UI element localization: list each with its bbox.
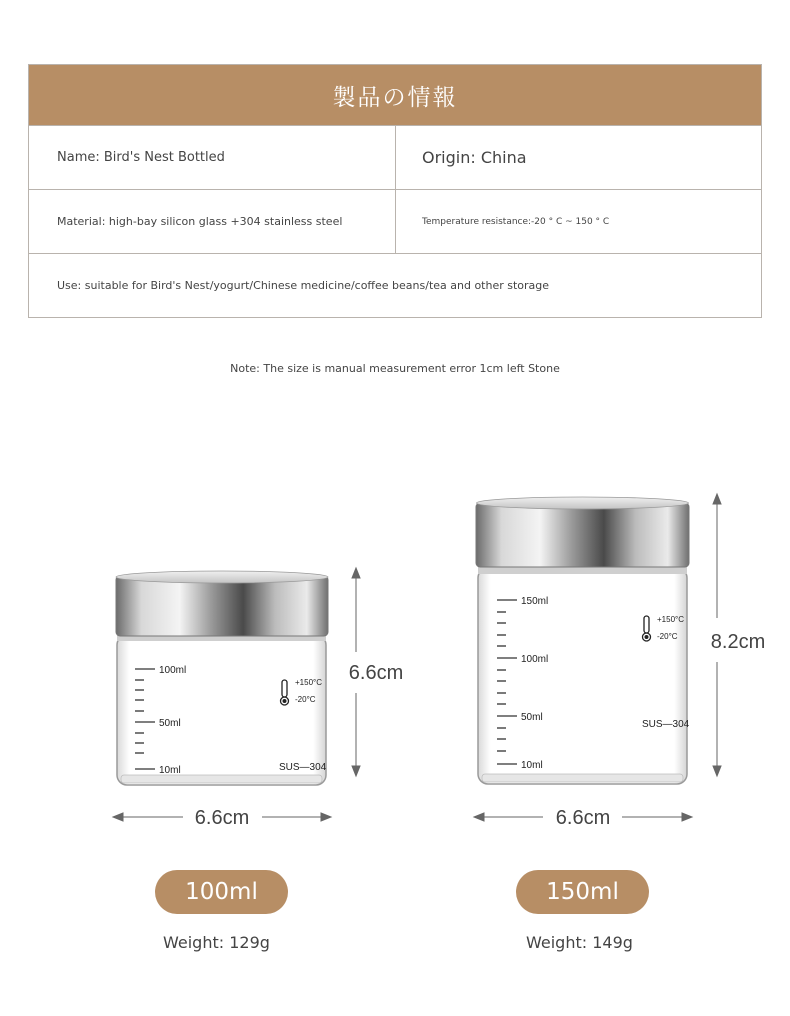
material-mark: SUS—304 [642,719,690,730]
jar-100ml-height: 6.6cm [348,662,404,684]
size-note: Note: The size is manual measurement error 1cm left Stone [230,362,560,375]
jar-150ml-height: 8.2cm [710,631,766,653]
name-cell: Name: Bird's Nest Bottled [29,126,396,189]
jar-150ml-mark: 10ml [521,760,543,771]
jar-100ml-mark: 10ml [159,765,181,776]
temp-low-label: -20°C [657,632,678,641]
jar-150ml-mark: 100ml [521,654,549,665]
jar-100ml [116,571,328,785]
capacity-badge-100ml: 100ml [155,870,288,914]
capacity-badge-150ml: 150ml [516,870,649,914]
temp-low-label: -20°C [295,695,316,704]
origin-cell: Origin: China [422,148,527,167]
jar-150ml-width: 6.6cm [555,807,611,829]
jar-150ml [476,497,690,784]
jar-100ml-mark: 50ml [159,718,181,729]
material-mark: SUS—304 [279,762,327,773]
table-title: 製品の情報 [29,65,761,125]
jar-150ml-mark: 150ml [521,596,549,607]
jar-150ml-mark: 50ml [521,712,543,723]
temp-high-label: +150°C [657,615,684,624]
jar-100ml-mark: 100ml [159,665,187,676]
jar-100ml-width: 6.6cm [194,807,250,829]
weight-150ml: Weight: 149g [526,933,633,952]
weight-100ml: Weight: 129g [163,933,270,952]
temperature-cell: Temperature resistance:-20 ° C ~ 150 ° C [422,216,610,227]
temp-high-label: +150°C [295,678,322,687]
use-cell: Use: suitable for Bird's Nest/yogurt/Chinese medicine/coffee beans/tea and other storage [57,279,550,292]
material-cell: Material: high-bay silicon glass +304 stainless steel [29,190,396,253]
